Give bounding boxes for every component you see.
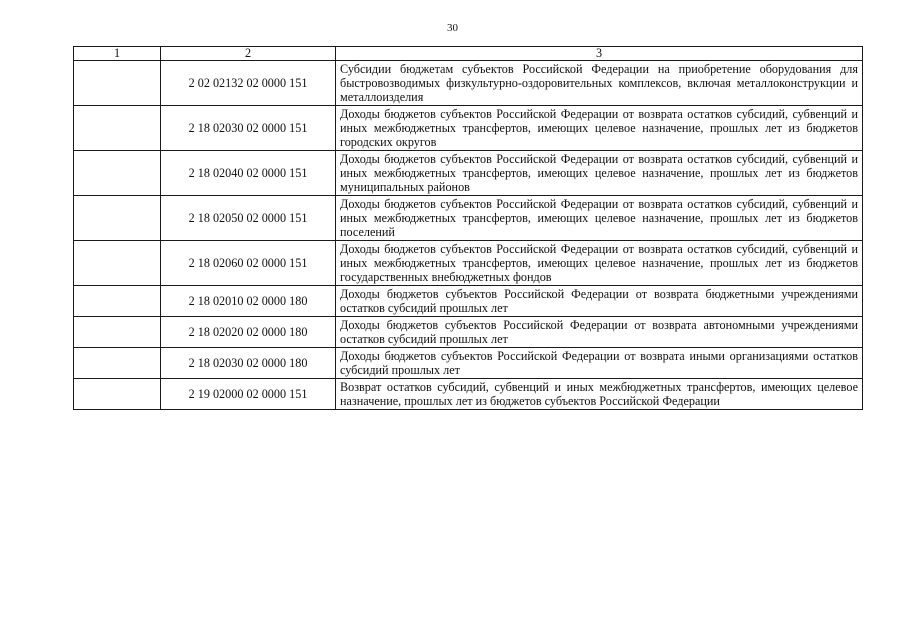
row-number-cell — [74, 196, 161, 241]
row-number-cell — [74, 379, 161, 410]
table-row — [74, 106, 863, 151]
table-row — [74, 151, 863, 196]
description-cell: Возврат остатков субсидий, субвенций и иных межбюджетных трансфертов, имеющих целевое назначение, прошлых лет из бюджетов субъектов Российской Федерации — [336, 379, 863, 410]
description-cell: Доходы бюджетов субъектов Российской Федерации от возврата остатков субсидий, субвенций и иных межбюджетных трансфертов, имеющих целевое назначение, прошлых лет из бюджетов государственных внебюджетных фондов — [336, 241, 863, 286]
table-header-row — [74, 47, 863, 61]
description-cell: Субсидии бюджетам субъектов Российской Федерации на приобретение оборудования для быстровозводимых физкультурно-оздоровительных комплексов, включая металлоконструкции и металлоизделия — [336, 61, 863, 106]
table-row — [74, 317, 863, 348]
revenue-code-cell: 2 02 02132 02 0000 151 — [161, 61, 336, 106]
revenue-code-cell: 2 18 02050 02 0000 151 — [161, 196, 336, 241]
description-cell: Доходы бюджетов субъектов Российской Федерации от возврата остатков субсидий, субвенций и иных межбюджетных трансфертов, имеющих целевое назначение, прошлых лет из бюджетов муниципальных районов — [336, 151, 863, 196]
description-cell: Доходы бюджетов субъектов Российской Федерации от возврата бюджетными учреждениями остатков субсидий прошлых лет — [336, 286, 863, 317]
revenue-code-cell: 2 18 02060 02 0000 151 — [161, 241, 336, 286]
column-header-1: 1 — [74, 47, 161, 61]
revenue-code-cell: 2 19 02000 02 0000 151 — [161, 379, 336, 410]
revenue-code-cell: 2 18 02020 02 0000 180 — [161, 317, 336, 348]
page-number: 30 — [447, 22, 458, 34]
row-number-cell — [74, 61, 161, 106]
table-row — [74, 348, 863, 379]
description-cell: Доходы бюджетов субъектов Российской Федерации от возврата остатков субсидий, субвенций и иных межбюджетных трансфертов, имеющих целевое назначение, прошлых лет из бюджетов городских округов — [336, 106, 863, 151]
table-row — [74, 241, 863, 286]
row-number-cell — [74, 151, 161, 196]
revenue-code-cell: 2 18 02030 02 0000 151 — [161, 106, 336, 151]
description-cell: Доходы бюджетов субъектов Российской Федерации от возврата иными организациями остатков субсидий прошлых лет — [336, 348, 863, 379]
revenue-code-cell: 2 18 02010 02 0000 180 — [161, 286, 336, 317]
revenue-code-cell: 2 18 02040 02 0000 151 — [161, 151, 336, 196]
table-row — [74, 61, 863, 106]
row-number-cell — [74, 286, 161, 317]
description-cell: Доходы бюджетов субъектов Российской Федерации от возврата автономными учреждениями остатков субсидий прошлых лет — [336, 317, 863, 348]
revenue-code-cell: 2 18 02030 02 0000 180 — [161, 348, 336, 379]
row-number-cell — [74, 241, 161, 286]
description-cell: Доходы бюджетов субъектов Российской Федерации от возврата остатков субсидий, субвенций и иных межбюджетных трансфертов, имеющих целевое назначение, прошлых лет из бюджетов поселений — [336, 196, 863, 241]
column-header-3: 3 — [336, 47, 863, 61]
table-row — [74, 379, 863, 410]
revenue-codes-table — [73, 46, 863, 410]
column-header-2: 2 — [161, 47, 336, 61]
table-row — [74, 196, 863, 241]
row-number-cell — [74, 348, 161, 379]
row-number-cell — [74, 317, 161, 348]
table-row — [74, 286, 863, 317]
row-number-cell — [74, 106, 161, 151]
